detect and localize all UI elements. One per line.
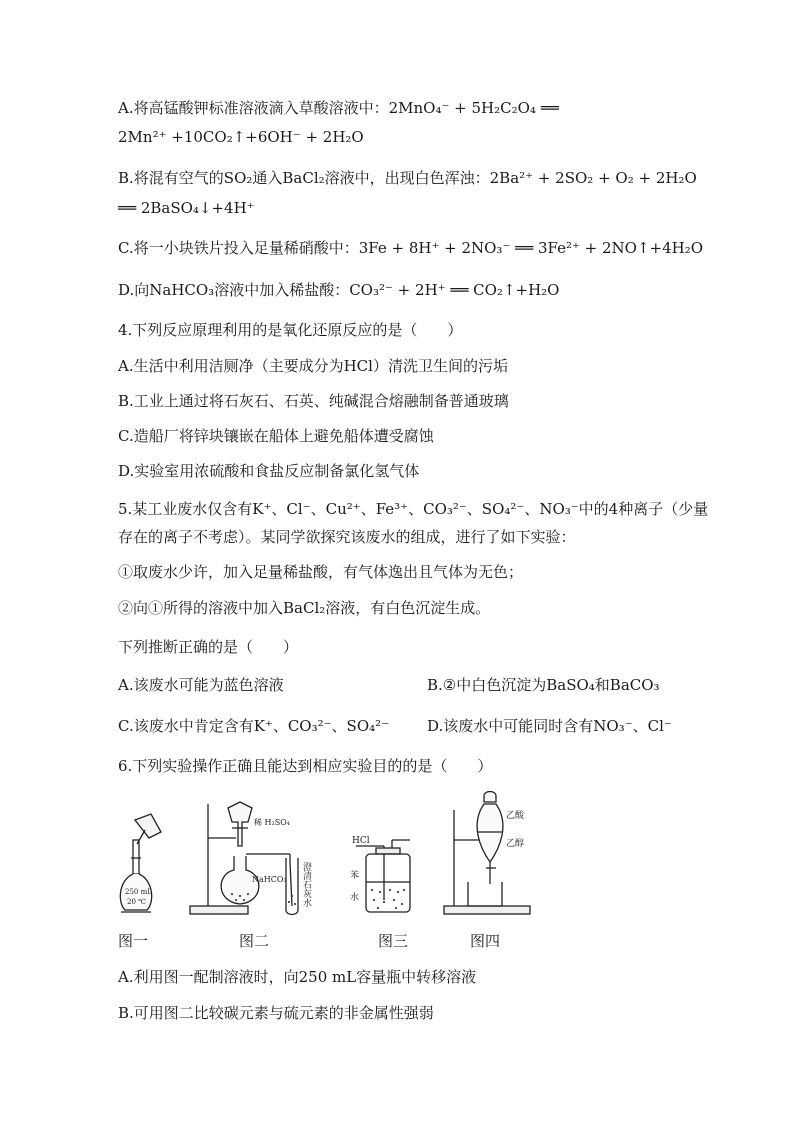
q3-option-a-line2: 2Mn²⁺ +10CO₂↑+6OH⁻ + 2H₂O: [118, 128, 364, 146]
flask-volume-label: 250 mL: [125, 888, 152, 896]
q6-option-a: A.利用图一配制溶液时，向250 mL容量瓶中转移溶液: [118, 968, 477, 986]
benzene-label: 苯: [350, 871, 360, 881]
q4-option-c: C.造船厂将锌块镶嵌在船体上避免船体遭受腐蚀: [118, 427, 434, 445]
water-label: 水: [350, 893, 360, 903]
flask-temp-label: 20 ℃: [127, 898, 146, 906]
q3-option-c: C.将一小块铁片投入足量稀硝酸中：3Fe + 8H⁺ + 2NO₃⁻ ══ 3Fe²⁺ + 2NO↑+4H₂O: [118, 239, 704, 257]
q5-step-1: ①取废水少许，加入足量稀盐酸，有气体逸出且气体为无色；: [118, 563, 524, 581]
q3-option-b-line2: ══ 2BaSO₄↓+4H⁺: [118, 199, 255, 217]
q6-stem: 6.下列实验操作正确且能达到相应实验目的的是（ ）: [118, 757, 493, 775]
q5-ask: 下列推断正确的是（ ）: [118, 638, 299, 656]
hcl-label: HCl: [352, 836, 370, 846]
q5-option-a: A.该废水可能为蓝色溶液: [118, 676, 284, 694]
limewater-label: 澄清石灰水: [301, 862, 311, 907]
q5-step-2: ②向①所得的溶液中加入BaCl₂溶液，有白色沉淀生成。: [118, 599, 491, 617]
acetic-acid-label: 乙酸: [506, 811, 525, 821]
q4-option-a: A.生活中利用洁厕净（主要成分为HCl）清洗卫生间的污垢: [118, 357, 508, 375]
q5-stem-line1: 5.某工业废水仅含有K⁺、Cl⁻、Cu²⁺、Fe³⁺、CO₃²⁻、SO₄²⁻、NO₃⁻中的4种离子（少量: [118, 500, 709, 518]
q3-option-a-line1: A.将高锰酸钾标准溶液滴入草酸溶液中：2MnO₄⁻ + 5H₂C₂O₄ ══: [118, 99, 559, 117]
q3-option-d: D.向NaHCO₃溶液中加入稀盐酸：CO₃²⁻ + 2H⁺ ══ CO₂↑+H₂O: [118, 281, 560, 299]
figure-4-separatory-funnel: [440, 788, 540, 918]
q5-option-d: D.该废水中可能同时含有NO₃⁻、Cl⁻: [427, 717, 672, 735]
q5-stem-line2: 存在的离子不考虑）。某同学欲探究该废水的组成，进行了如下实验：: [118, 528, 576, 546]
q5-option-c: C.该废水中肯定含有K⁺、CO₃²⁻、SO₄²⁻: [118, 717, 390, 735]
caption-figure-1: 图一: [118, 932, 149, 950]
q6-option-b: B.可用图二比较碳元素与硫元素的非金属性强弱: [118, 1004, 434, 1022]
q4-option-b: B.工业上通过将石灰石、石英、纯碱混合熔融制备普通玻璃: [118, 392, 509, 410]
figure-1-volumetric-flask: [115, 812, 167, 916]
nahco3-label: NaHCO₃: [252, 875, 287, 884]
figure-3-gas-bottle: [350, 834, 416, 916]
caption-figure-2: 图二: [239, 932, 270, 950]
figure-2-apparatus: [188, 798, 338, 918]
caption-figure-4: 图四: [470, 932, 501, 950]
ethanol-label: 乙醇: [506, 839, 525, 849]
q4-stem: 4.下列反应原理利用的是氧化还原反应的是（ ）: [118, 321, 463, 339]
caption-figure-3: 图三: [378, 932, 409, 950]
q5-option-b: B.②中白色沉淀为BaSO₄和BaCO₃: [427, 676, 660, 694]
q4-option-d: D.实验室用浓硫酸和食盐反应制备氯化氢气体: [118, 462, 420, 480]
q3-option-b-line1: B.将混有空气的SO₂通入BaCl₂溶液中，出现白色浑浊：2Ba²⁺ + 2SO₂ + O₂ + 2H₂O: [118, 169, 697, 187]
acid-label: 稀 H₂SO₄: [254, 818, 290, 827]
